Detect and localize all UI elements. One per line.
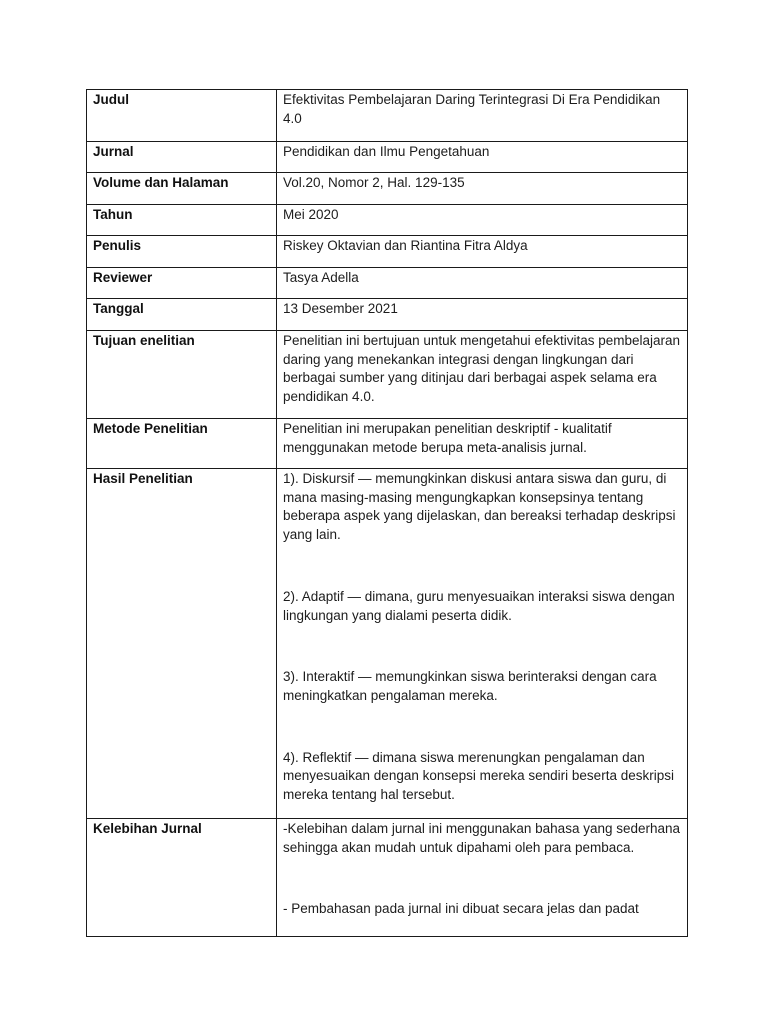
- table-row: [87, 268, 688, 299]
- row-value: Pendidikan dan Ilmu Pengetahuan: [277, 142, 688, 173]
- result-paragraph: 4). Reflektif — dimana siswa merenungkan pengalaman dan menyesuaikan dengan konsepsi mereka sendiri beserta deskripsi mereka tentang hal tersebut.: [283, 749, 674, 803]
- table-row: [87, 173, 688, 205]
- table-row: [87, 819, 688, 937]
- result-paragraph: 3). Interaktif — memungkinkan siswa berinteraksi dengan cara meningkatkan pengalaman mereka.: [283, 669, 657, 703]
- row-label: Penulis: [87, 236, 277, 268]
- row-value: Efektivitas Pembelajaran Daring Terintegrasi Di Era Pendidikan 4.0: [277, 90, 688, 142]
- row-value: [277, 819, 688, 937]
- row-label: Tahun: [87, 205, 277, 236]
- result-paragraph: 2). Adaptif — dimana, guru menyesuaikan interaksi siswa dengan lingkungan yang dialami peserta didik.: [283, 588, 675, 623]
- result-paragraph: 1). Diskursif — memungkinkan diskusi antara siswa dan guru, di mana masing-masing mengungkapkan konsepsinya tentang beberapa aspek yang dijelaskan, dan bereaksi terhadap deskripsi yang lain.: [283, 471, 676, 543]
- row-label: Volume dan Halaman: [87, 173, 277, 205]
- row-label: Kelebihan Jurnal: [87, 819, 277, 937]
- row-label: Reviewer: [87, 268, 277, 299]
- table-row: [87, 90, 688, 142]
- journal-review-table: [86, 89, 688, 937]
- table-row: [87, 236, 688, 268]
- spacer: [283, 625, 681, 668]
- row-label: Tanggal: [87, 299, 277, 331]
- row-value: Riskey Oktavian dan Riantina Fitra Aldya: [277, 236, 688, 268]
- row-label: Hasil Penelitian: [87, 469, 277, 819]
- table-row: [87, 419, 688, 469]
- advantage-paragraph: -Kelebihan dalam jurnal ini menggunakan bahasa yang sederhana sehingga akan mudah untuk dipahami oleh para pembaca.: [283, 821, 681, 855]
- row-value: Penelitian ini merupakan penelitian deskriptif - kualitatif menggunakan metode berupa meta-analisis jurnal.: [277, 419, 688, 469]
- spacer: [283, 706, 681, 749]
- table-row: [87, 331, 688, 419]
- row-value: [277, 469, 688, 819]
- table-row: [87, 299, 688, 331]
- spacer: [283, 857, 681, 900]
- advantage-paragraph: - Pembahasan pada jurnal ini dibuat secara jelas dan padat: [283, 901, 639, 917]
- row-value: Tasya Adella: [277, 268, 688, 299]
- row-label: Metode Penelitian: [87, 419, 277, 469]
- row-label: Jurnal: [87, 142, 277, 173]
- table-row: [87, 469, 688, 819]
- row-label: Judul: [87, 90, 277, 142]
- table-row: [87, 205, 688, 236]
- table-row: [87, 142, 688, 173]
- row-value: Vol.20, Nomor 2, Hal. 129-135: [277, 173, 688, 205]
- spacer: [283, 545, 681, 588]
- row-value: 13 Desember 2021: [277, 299, 688, 331]
- row-label: Tujuan enelitian: [87, 331, 277, 419]
- row-value: Penelitian ini bertujuan untuk mengetahui efektivitas pembelajaran daring yang menekankan integrasi dengan lingkungan dari berbagai sumber yang ditinjau dari berbagai aspek selama era pendidikan 4.0.: [277, 331, 688, 419]
- row-value: Mei 2020: [277, 205, 688, 236]
